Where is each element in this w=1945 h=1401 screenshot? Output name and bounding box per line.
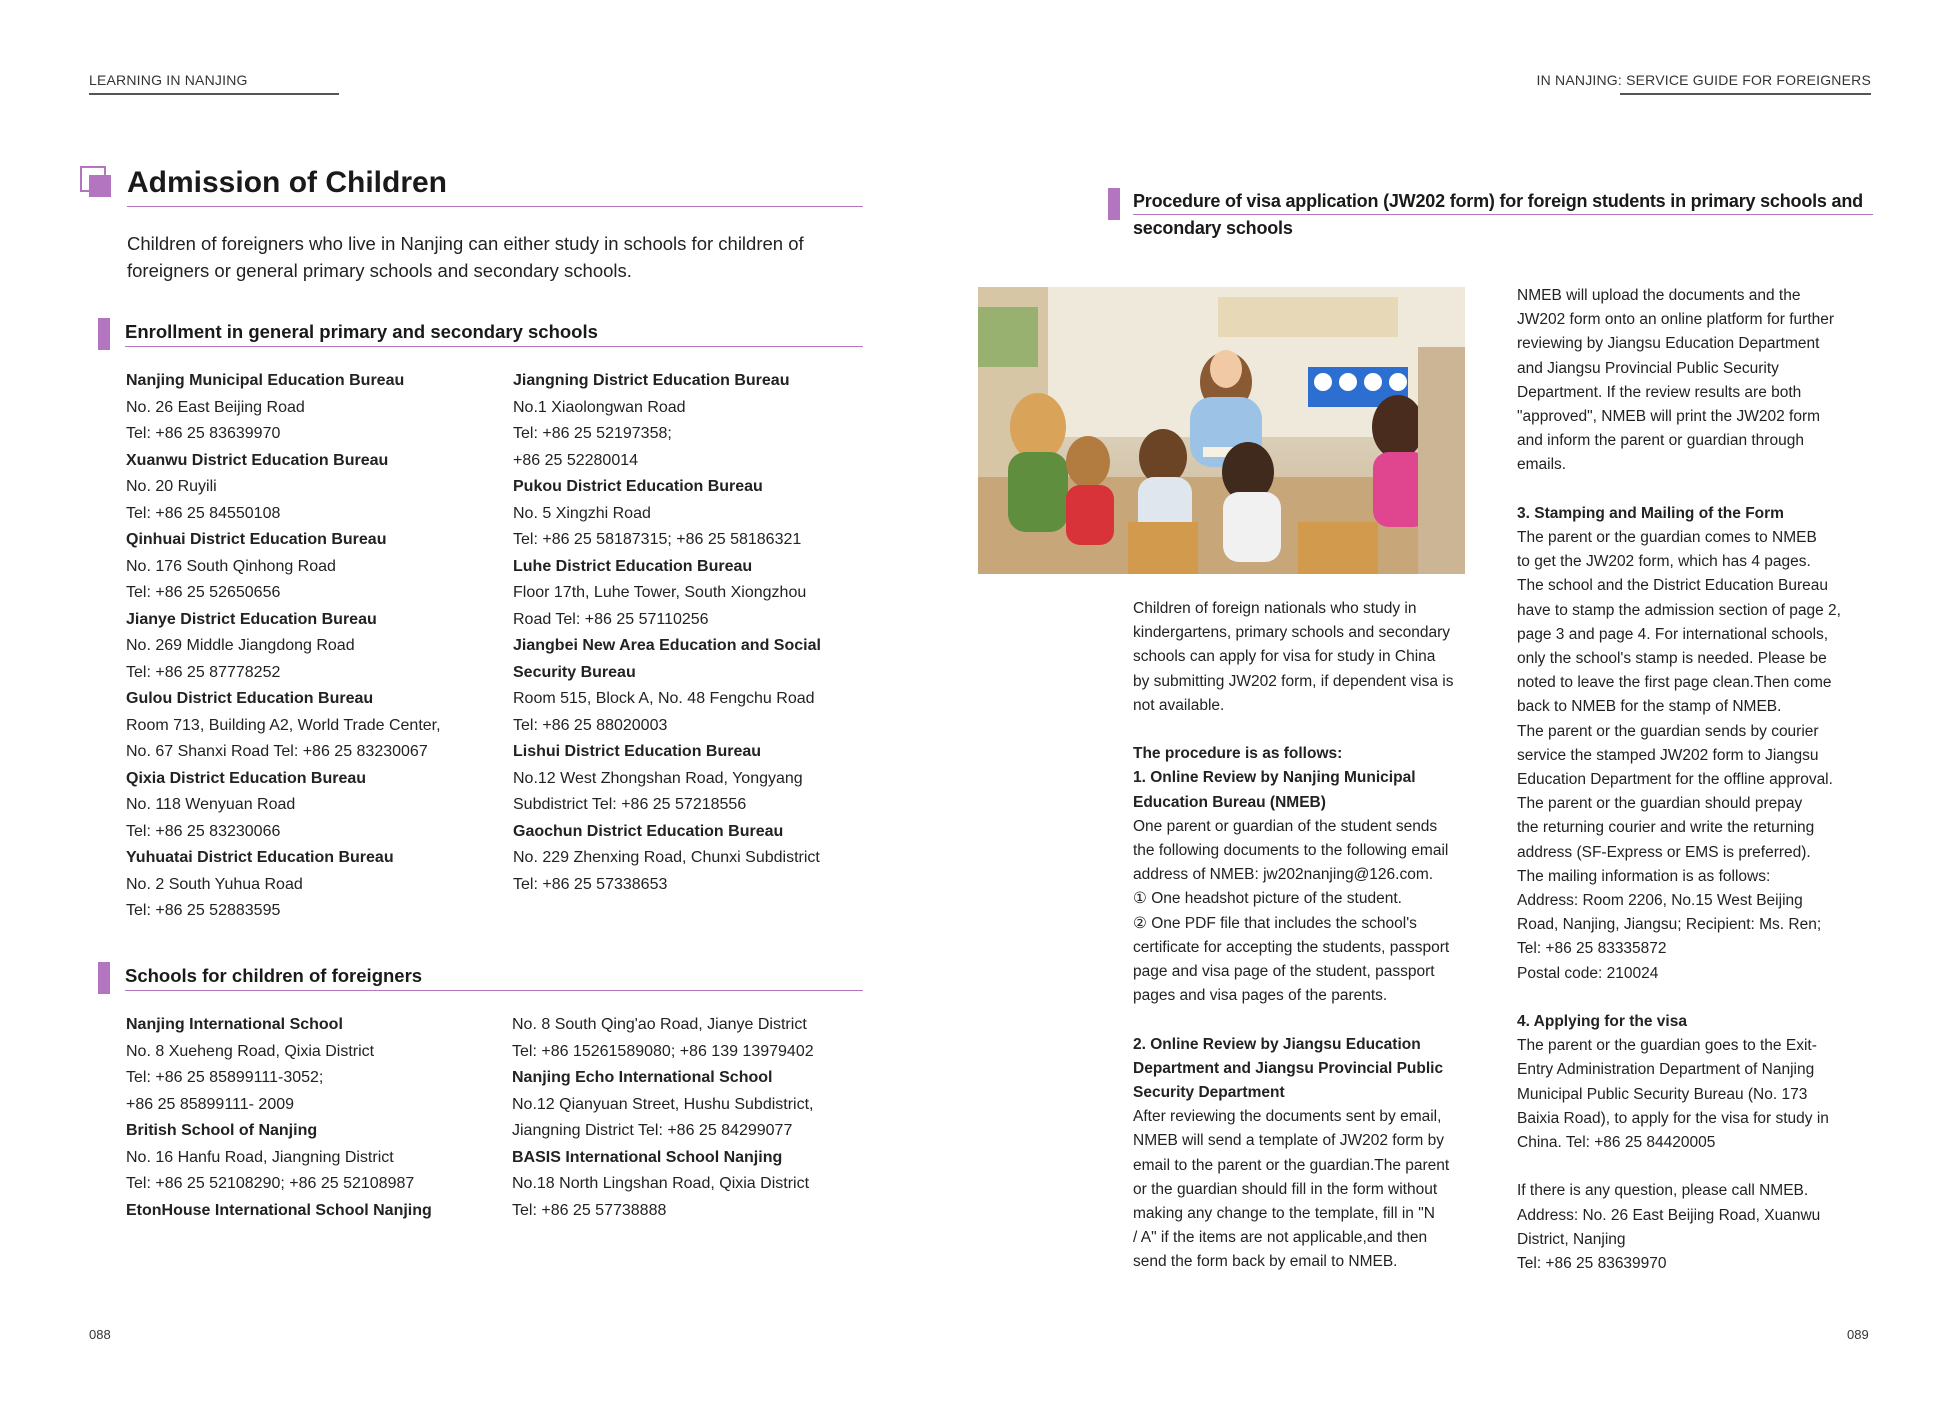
bold-text-line: Qinhuai District Education Bureau [126,531,387,548]
schools-column-2 [512,1012,872,1224]
text-line: No. 118 Wenyuan Road [126,796,296,813]
text-line: Tel: +86 25 52883595 [126,902,281,919]
visa-procedure-title [1133,188,1885,242]
text-line: Subdistrict Tel: +86 25 57218556 [513,796,747,813]
page-number-right: 089 [1847,1327,1869,1342]
paragraph-gap [1517,986,1887,1010]
text-line: Tel: +86 25 84550108 [126,504,281,522]
bold-text-line: 2. Online Review by Jiangsu Education [1133,1035,1421,1053]
running-head-left: LEARNING IN NANJING [89,72,248,88]
text-line: ① One headshot picture of the student. [1133,890,1402,908]
text-line: Baixia Road), to apply for the visa for study in [1517,1109,1829,1127]
running-head-right-rule [1620,93,1871,95]
bold-text-line: Department and Jiangsu Provincial Public [1133,1059,1444,1077]
text-line: address of NMEB: jw202nanjing@126.com. [1133,866,1434,884]
bold-text-line: Nanjing Municipal Education Bureau [126,372,405,389]
visa-title-line-2: secondary schools [1133,218,1293,238]
text-line: Tel: +86 25 52650656 [126,584,281,601]
text-line: The parent or the guardian goes to the Exit- [1517,1037,1817,1055]
text-line: Tel: +86 25 57338653 [513,875,668,893]
bold-text-line: Qixia District Education Bureau [126,769,367,787]
text-line: the following documents to the following email [1133,842,1449,860]
text-line: Tel: +86 25 52108290; +86 25 52108987 [126,1175,415,1192]
text-line: page and visa page of the student, passport [1133,963,1435,981]
text-line: No. 2 South Yuhua Road [126,875,303,893]
text-line: No. 5 Xingzhi Road [513,504,651,522]
text-line: Education Department for the offline approval. [1517,771,1833,789]
text-line: After reviewing the documents sent by email, [1133,1108,1442,1126]
text-line: only the school's stamp is needed. Please be [1517,650,1827,668]
text-line: Room 515, Block A, No. 48 Fengchu Road [513,690,815,707]
text-line: ② One PDF file that includes the school's [1133,914,1417,932]
text-line: Tel: +86 25 83230066 [126,822,281,840]
text-line: pages and visa pages of the parents. [1133,987,1388,1005]
paragraph-gap [1517,1155,1887,1179]
text-line: "approved", NMEB will print the JW202 form [1517,408,1821,426]
text-line: No. 8 South Qing'ao Road, Jianye District [512,1016,807,1033]
section-marker [1108,188,1120,220]
text-line: Road, Nanjing, Jiangsu; Recipient: Ms. Ren; [1517,916,1822,934]
intro-paragraph: Children of foreigners who live in Nanjing can either study in schools for children of foreigners or general primary schools and secondary schools. [127,233,804,281]
text-line: Tel: +86 25 83639970 [126,425,281,442]
text-line: District, Nanjing [1517,1230,1626,1248]
text-line: Postal code: 210024 [1517,964,1659,982]
text-line: Tel: +86 25 83335872 [1517,940,1667,958]
text-line: / A" if the items are not applicable,and then [1133,1229,1428,1247]
bold-text-line: 1. Online Review by Nanjing Municipal [1133,769,1416,787]
title-square-icon [80,166,112,198]
section-rule [1133,214,1873,215]
running-head-right: IN NANJING: SERVICE GUIDE FOR FOREIGNERS [1536,72,1871,88]
text-line: NMEB will send a template of JW202 form by [1133,1132,1444,1150]
bold-text-line: Nanjing International School [126,1016,343,1033]
text-line: No.18 North Lingshan Road, Qixia District [512,1175,810,1192]
text-line: One parent or guardian of the student sends [1133,817,1438,835]
bold-text-line: Pukou District Education Bureau [513,478,763,495]
text-line: Tel: +86 25 83639970 [1517,1255,1667,1273]
bold-text-line: BASIS International School Nanjing [512,1148,783,1166]
visa-column-2 [1517,284,1887,1276]
bold-text-line: 3. Stamping and Mailing of the Form [1517,504,1784,522]
text-line: or the guardian should fill in the form without [1133,1180,1438,1198]
bold-text-line: Gaochun District Education Bureau [513,822,784,840]
bold-text-line: Jiangbei New Area Education and Social [513,637,821,654]
bold-text-line: EtonHouse International School Nanjing [126,1201,432,1219]
text-line: email to the parent or the guardian.The parent [1133,1156,1450,1174]
text-line: The school and the District Education Bureau [1517,577,1829,595]
text-line: JW202 form onto an online platform for further [1517,311,1835,329]
section-marker [98,962,110,994]
enrollment-column-1 [126,368,496,925]
text-line: If there is any question, please call NMEB. [1517,1182,1809,1200]
text-line: No. 26 East Beijing Road [126,398,305,416]
text-line: +86 25 52280014 [513,451,639,469]
bold-text-line: Jianye District Education Bureau [126,610,377,628]
bold-text-line: Lishui District Education Bureau [513,743,762,760]
text-line: Department. If the review results are both [1517,383,1802,401]
text-line: Road Tel: +86 25 57110256 [513,610,709,628]
paragraph-gap [1133,1008,1503,1032]
text-line: Tel: +86 25 58187315; +86 25 58186321 [513,531,802,548]
text-line: the returning courier and write the returning [1517,819,1815,837]
text-line: and Jiangsu Provincial Public Security [1517,359,1779,377]
paragraph-gap [1517,478,1887,502]
visa-column-1 [1133,597,1503,1275]
text-line: No. 229 Zhenxing Road, Chunxi Subdistrict [513,849,820,866]
classroom-photo [978,287,1465,574]
text-line: Tel: +86 15261589080; +86 139 13979402 [512,1042,814,1060]
bold-text-line: Gulou District Education Bureau [126,690,374,707]
section-marker [98,318,110,350]
text-line: The parent or the guardian sends by courier [1517,722,1819,740]
text-line: China. Tel: +86 25 84420005 [1517,1134,1716,1152]
text-line: No. 8 Xueheng Road, Qixia District [126,1042,375,1060]
text-line: The parent or the guardian comes to NMEB [1517,529,1817,547]
text-line: Jiangning District Tel: +86 25 84299077 [512,1122,793,1139]
visa-title-line-1: Procedure of visa application (JW202 form) for foreign students in primary schools and [1133,191,1863,211]
text-line: No. 16 Hanfu Road, Jiangning District [126,1148,394,1166]
text-line: Tel: +86 25 57738888 [512,1201,667,1219]
text-line: Address: Room 2206, No.15 West Beijing [1517,892,1803,910]
bold-text-line: Jiangning District Education Bureau [513,372,790,389]
text-line: page 3 and page 4. For international schools, [1517,625,1829,643]
text-line: No.12 West Zhongshan Road, Yongyang [513,769,803,787]
bold-text-line: Security Department [1133,1084,1285,1102]
text-line: No.1 Xiaolongwan Road [513,398,686,416]
text-line: send the form back by email to NMEB. [1133,1253,1398,1271]
title-rule [127,206,863,207]
bold-text-line: Education Bureau (NMEB) [1133,793,1326,811]
text-line: No. 67 Shanxi Road Tel: +86 25 83230067 [126,743,428,760]
bold-text-line: The procedure is as follows: [1133,745,1343,763]
text-line: making any change to the template, fill in "N [1133,1205,1435,1223]
section-rule [125,346,863,347]
text-line: noted to leave the first page clean.Then come [1517,674,1832,692]
section-heading-enrollment: Enrollment in general primary and secondary schools [125,321,598,342]
text-line: reviewing by Jiangsu Education Department [1517,335,1820,353]
text-line: service the stamped JW202 form to Jiangsu [1517,746,1819,764]
text-line: Entry Administration Department of Nanjing [1517,1061,1815,1079]
text-line: emails. [1517,456,1567,474]
text-line: to get the JW202 form, which has 4 pages. [1517,553,1811,571]
bold-text-line: Security Bureau [513,663,636,681]
paragraph-gap [1133,718,1503,742]
page-title: Admission of Children [127,166,448,199]
text-line: +86 25 85899111- 2009 [126,1095,295,1113]
text-line: certificate for accepting the students, passport [1133,938,1450,956]
text-line: No. 20 Ruyili [126,478,217,495]
bold-text-line: 4. Applying for the visa [1517,1013,1687,1031]
text-line: No. 176 South Qinhong Road [126,557,336,575]
text-line: address (SF-Express or EMS is preferred). [1517,843,1811,861]
text-line: by submitting JW202 form, if dependent visa is [1133,672,1454,690]
section-heading-schools: Schools for children of foreigners [125,965,423,986]
text-line: kindergartens, primary schools and secondary [1133,624,1451,642]
text-line: back to NMEB for the stamp of NMEB. [1517,698,1782,716]
text-line: Tel: +86 25 85899111-3052; [126,1069,324,1086]
bold-text-line: Luhe District Education Bureau [513,557,753,575]
schools-column-1 [126,1012,496,1224]
text-line: have to stamp the admission section of page 2, [1517,601,1841,619]
text-line: Address: No. 26 East Beijing Road, Xuanwu [1517,1206,1821,1224]
text-line: Room 713, Building A2, World Trade Center, [126,716,441,734]
text-line: Tel: +86 25 52197358; [513,425,672,442]
text-line: No.12 Qianyuan Street, Hushu Subdistrict, [512,1095,814,1113]
text-line: and inform the parent or guardian through [1517,432,1804,450]
text-line: Floor 17th, Luhe Tower, South Xiongzhou [513,584,807,601]
text-line: No. 269 Middle Jiangdong Road [126,637,355,654]
text-line: NMEB will upload the documents and the [1517,287,1801,304]
section-rule [125,990,863,991]
bold-text-line: British School of Nanjing [126,1122,318,1139]
bold-text-line: Nanjing Echo International School [512,1069,773,1086]
text-line: Tel: +86 25 88020003 [513,716,668,734]
bold-text-line: Xuanwu District Education Bureau [126,451,389,469]
text-line: Children of foreign nationals who study in [1133,600,1417,617]
enrollment-column-2 [513,368,873,898]
bold-text-line: Yuhuatai District Education Bureau [126,849,394,866]
text-line: not available. [1133,696,1225,714]
text-line: The mailing information is as follows: [1517,867,1771,885]
text-line: Tel: +86 25 87778252 [126,663,281,681]
text-line: The parent or the guardian should prepay [1517,795,1803,813]
running-head-left-rule [89,93,339,95]
text-line: Municipal Public Security Bureau (No. 173 [1517,1085,1808,1103]
text-line: schools can apply for visa for study in China [1133,648,1436,666]
page-number-left: 088 [89,1327,111,1342]
